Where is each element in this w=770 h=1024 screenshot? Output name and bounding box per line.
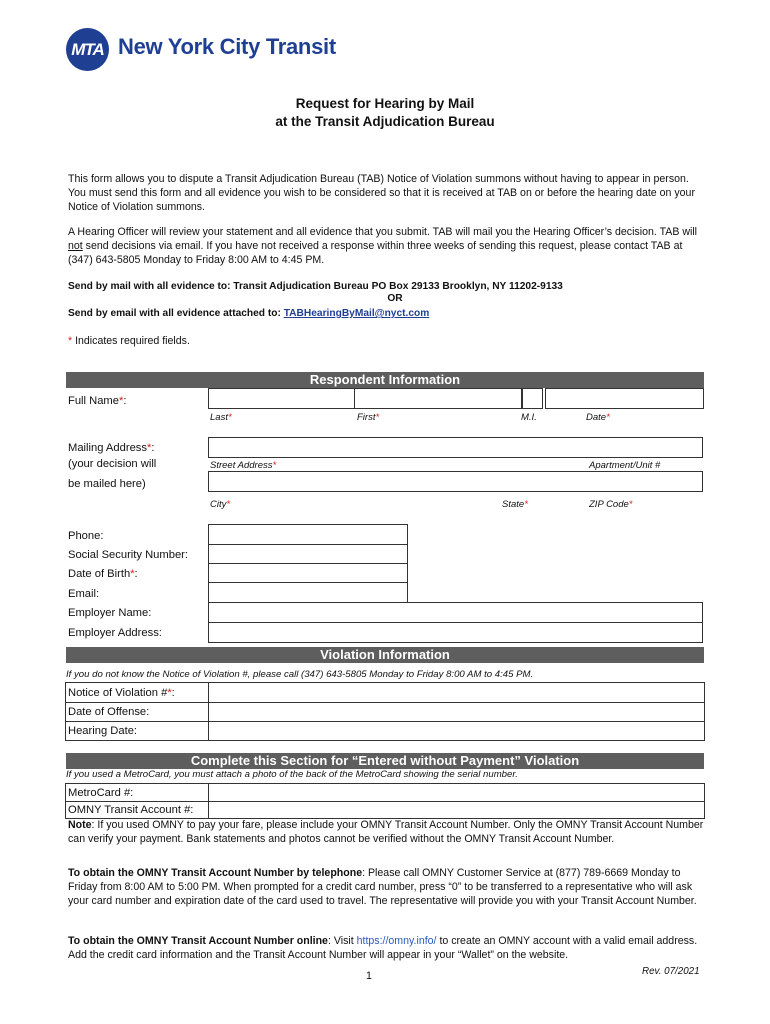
full-name-label: Full Name*: bbox=[68, 395, 127, 407]
nov-input[interactable] bbox=[210, 683, 702, 701]
intro-paragraph-2: A Hearing Officer will review your statement and all evidence that you submit. TAB will mail you the Hearing Officer’s decision. TAB will not send decisions via email. If you have not received a response within three weeks of sending this request, please contact TAB at (347) 643-5805 Monday to Friday 8:00 AM to 4:45 PM. bbox=[68, 226, 698, 266]
dob-input[interactable] bbox=[208, 563, 408, 584]
page-number: 1 bbox=[366, 970, 372, 982]
mta-logo: MTA bbox=[66, 28, 109, 71]
hearing-date-input[interactable] bbox=[210, 722, 702, 739]
metrocard-input[interactable] bbox=[210, 784, 702, 800]
decision-note-2: be mailed here) bbox=[68, 478, 146, 490]
city-input[interactable] bbox=[210, 472, 490, 491]
violation-section-header: Violation Information bbox=[66, 647, 704, 663]
violation-note: If you do not know the Notice of Violation #, please call (347) 643-5805 Monday to Friday 8:00 AM to 4:45 PM. bbox=[66, 669, 534, 680]
mi-label: M.I. bbox=[521, 412, 537, 423]
required-note: * Indicates required fields. bbox=[68, 335, 190, 347]
employer-address-input[interactable] bbox=[208, 622, 703, 643]
middle-initial-input[interactable] bbox=[522, 388, 543, 409]
last-name-input[interactable] bbox=[210, 388, 353, 408]
zip-label: ZIP Code* bbox=[589, 499, 633, 510]
omny-input[interactable] bbox=[210, 802, 702, 818]
date-input[interactable] bbox=[545, 388, 704, 409]
tab-email-link[interactable]: TABHearingByMail@nyct.com bbox=[283, 308, 430, 319]
email-label: Email: bbox=[68, 588, 100, 600]
street-address-input[interactable] bbox=[208, 437, 703, 458]
city-label: City* bbox=[210, 499, 231, 510]
omny-online-instructions: To obtain the OMNY Transit Account Number online: Visit https://omny.info/ to create an OMNY account with a valid email address. Add the credit card information and the Transit Account Number will appear in your “Wallet” on the website. bbox=[68, 935, 698, 961]
date-label: Date* bbox=[586, 412, 610, 423]
page-subtitle: at the Transit Adjudication Bureau bbox=[275, 114, 495, 129]
page-title: Request for Hearing by Mail bbox=[295, 96, 475, 111]
email-instruction: Send by email with all evidence attached to: TABHearingByMail@nyct.com bbox=[68, 308, 430, 319]
brand-name: New York City Transit bbox=[118, 34, 336, 59]
omny-label: OMNY Transit Account #: bbox=[68, 804, 194, 816]
email-input[interactable] bbox=[208, 582, 408, 603]
date-offense-input[interactable] bbox=[210, 703, 702, 720]
first-name-input[interactable] bbox=[356, 388, 519, 408]
or-label: OR bbox=[387, 293, 403, 304]
ssn-input[interactable] bbox=[208, 544, 408, 565]
nov-label: Notice of Violation #*: bbox=[68, 687, 175, 699]
name-divider bbox=[354, 388, 355, 408]
employer-name-input[interactable] bbox=[208, 602, 703, 623]
mailing-address-label: Mailing Address*: bbox=[68, 442, 155, 454]
dob-label: Date of Birth*: bbox=[68, 568, 138, 580]
employer-address-label: Employer Address: bbox=[68, 627, 162, 639]
decision-note-1: (your decision will bbox=[68, 458, 157, 470]
metrocard-label: MetroCard #: bbox=[68, 787, 134, 799]
phone-label: Phone: bbox=[68, 530, 104, 542]
state-label: State* bbox=[502, 499, 528, 510]
date-offense-label: Date of Offense: bbox=[68, 706, 150, 718]
hearing-date-label: Hearing Date: bbox=[68, 725, 138, 737]
ssn-label: Social Security Number: bbox=[68, 549, 188, 561]
mail-instruction: Send by mail with all evidence to: Transit Adjudication Bureau PO Box 29133 Brooklyn, NY 11202-9133 bbox=[68, 281, 563, 292]
ewp-section-header: Complete this Section for “Entered without Payment” Violation bbox=[66, 753, 704, 769]
phone-input[interactable] bbox=[208, 524, 408, 545]
first-label: First* bbox=[357, 412, 380, 423]
ewp-note: If you used a MetroCard, you must attach a photo of the back of the MetroCard showing the serial number. bbox=[66, 769, 518, 780]
violation-divider bbox=[208, 682, 209, 741]
zip-input[interactable] bbox=[582, 472, 700, 491]
respondent-section-header: Respondent Information bbox=[66, 372, 704, 388]
employer-name-label: Employer Name: bbox=[68, 607, 152, 619]
omny-telephone-instructions: To obtain the OMNY Transit Account Number by telephone: Please call OMNY Customer Service at (877) 789-6669 Monday to Friday from 8:00 AM to 5:00 PM. When prompted for a credit card number, press “0” to be transferred to a representative who will ask your card number and expiration date of the card used to travel. The representative will provide you with your Transit Account Number. bbox=[68, 867, 697, 907]
apt-label: Apartment/Unit # bbox=[589, 460, 661, 471]
revision-date: Rev. 07/2021 bbox=[642, 966, 700, 977]
last-label: Last* bbox=[210, 412, 232, 423]
state-input[interactable] bbox=[491, 472, 581, 491]
intro-paragraph-1: This form allows you to dispute a Transit Adjudication Bureau (TAB) Notice of Violation summons without having to appear in person. You must send this form and all evidence you wish to be considered so that it is received at TAB on or before the hearing date on your Notice of Violation summons. bbox=[68, 173, 695, 213]
street-label: Street Address* bbox=[210, 460, 277, 471]
omny-note: Note: If you used OMNY to pay your fare, please include your OMNY Transit Account Number. Only the OMNY Transit Account Number can verify your payment. Bank statements and photos cannot be verified without the OMNY Transit Account Number. bbox=[68, 819, 704, 845]
omny-url-link[interactable]: https://omny.info/ bbox=[356, 935, 437, 947]
